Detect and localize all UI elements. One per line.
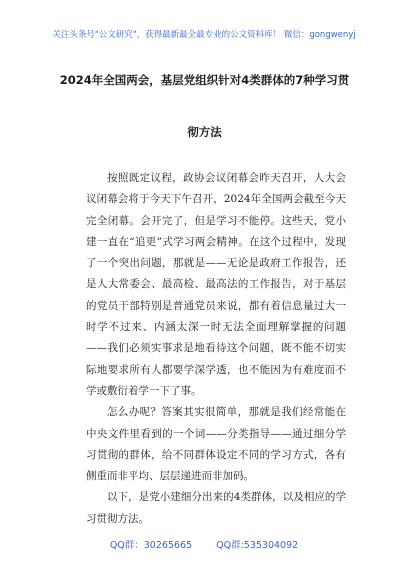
document-title-line-1: 2024年全国两会，基层党组织针对4类群体的7种学习贯 [59,73,350,87]
footer-qq-group-2: QQ群:535304092 [216,540,299,551]
paragraph: 以下，是党小建细分出来的4类群体，以及相应的学习贯彻方法。 [86,491,346,525]
footer-qq-group-1: QQ群：30265665 [109,540,193,551]
document-title-line-2: 彻方法 [187,125,222,139]
paragraph: 按照既定议程，政协会议闭幕会昨天召开，人大会议闭幕会将于今天下午召开，2024年全国两会截至今天完全闭幕。会开完了，但是学习不能停。这些天，党小建一直在“追更”式学习两会精神。在这个过程中，发现了一个突出问题，那就是——无论是政府工作报告，还是人大常委会、最高检、最高法的工作报告，对于基层的党员干部特别是普通党员来说，都有着信息量过大一时学不过来、内涵太深一时无法全面理解掌握的问题——我们必须实事求是地看待这个问题，既不能不切实际地要求所有人都要学深学透，也不能因为有难度而不学或敷衍着学一下了事。 [86,172,346,397]
paragraph: 怎么办呢？答案其实很简单，那就是我们经常能在中央文件里看到的一个词——分类指导——通过细分学习贯彻的群体，给不同群体设定不同的学习方式，各有侧重而非平均、层层递进而非加码。 [86,406,346,483]
document-body [86,168,346,530]
header-note: 关注头条号"公文研究"，获得最新最全最专业的公文资料库！ 微信：gongwenyj [52,30,356,40]
footer [0,537,408,551]
